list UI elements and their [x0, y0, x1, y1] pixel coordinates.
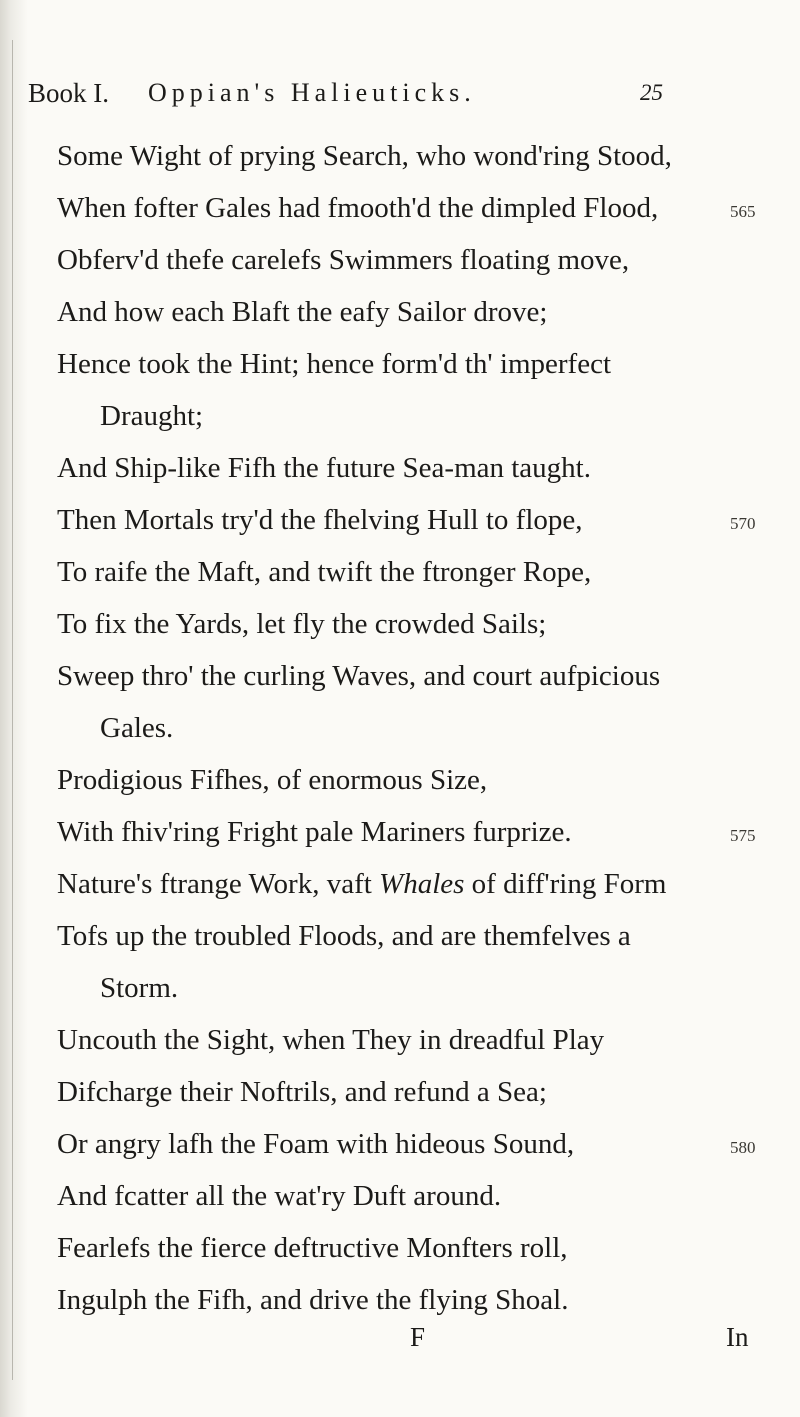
line-text: of diff'ring Form — [471, 868, 667, 900]
poem-line: Draught; — [100, 400, 204, 432]
poem-line: With fhiv'ring Fright pale Mariners furprize. — [57, 816, 572, 848]
poem-line: Hence took the Hint; hence form'd th' imperfect — [57, 348, 612, 380]
signature-mark: F — [410, 1322, 426, 1352]
line-text: Nature's ftrange Work, vaft — [57, 868, 372, 900]
poem-line: Ingulph the Fifh, and drive the flying Shoal. — [57, 1284, 569, 1316]
poem-line: And Ship-like Fifh the future Sea-man taught. — [57, 452, 591, 484]
poem-line: And fcatter all the wat'ry Duft around. — [57, 1180, 502, 1212]
header-book: Book I. — [28, 78, 109, 108]
poem-line: Gales. — [100, 712, 174, 744]
poem-line: Sweep thro' the curling Waves, and court aufpicious — [57, 660, 661, 692]
poem-line: Uncouth the Sight, when They in dreadful Play — [57, 1024, 605, 1056]
italic-word: Whales — [379, 868, 465, 900]
poem-line: Tofs up the troubled Floods, and are themfelves a — [57, 920, 631, 952]
poem-line: To raife the Maft, and twift the ftronger Rope, — [57, 556, 592, 588]
poem-line: Or angry lafh the Foam with hideous Sound, — [57, 1128, 575, 1160]
poem-line: And how each Blaft the eafy Sailor drove; — [57, 296, 548, 328]
poem-line: Difcharge their Noftrils, and refund a Sea; — [57, 1076, 547, 1108]
header-title: Oppian's Halieuticks. — [148, 78, 476, 107]
poem-line: Storm. — [100, 972, 179, 1004]
catchword: In — [726, 1322, 749, 1352]
poem-line: To fix the Yards, let fly the crowded Sails; — [57, 608, 547, 640]
gutter-line — [12, 40, 13, 1380]
line-number: 570 — [730, 514, 756, 533]
poem-line: Some Wight of prying Search, who wond'ring Stood, — [57, 140, 672, 172]
poem-line: When fofter Gales had fmooth'd the dimpled Flood, — [57, 192, 659, 224]
running-header — [28, 78, 768, 118]
line-number: 580 — [730, 1138, 756, 1157]
header-page-number: 25 — [640, 80, 663, 105]
poem-line: Obferv'd thefe carelefs Swimmers floating move, — [57, 244, 630, 276]
page-gutter — [0, 0, 28, 1417]
poem-line: Prodigious Fifhes, of enormous Size, — [57, 764, 488, 796]
line-number: 575 — [730, 826, 756, 845]
line-number: 565 — [730, 202, 756, 221]
poem-line — [57, 866, 666, 902]
poem-line: Fearlefs the fierce deftructive Monfters roll, — [57, 1232, 568, 1264]
poem-line: Then Mortals try'd the fhelving Hull to flope, — [57, 504, 583, 536]
